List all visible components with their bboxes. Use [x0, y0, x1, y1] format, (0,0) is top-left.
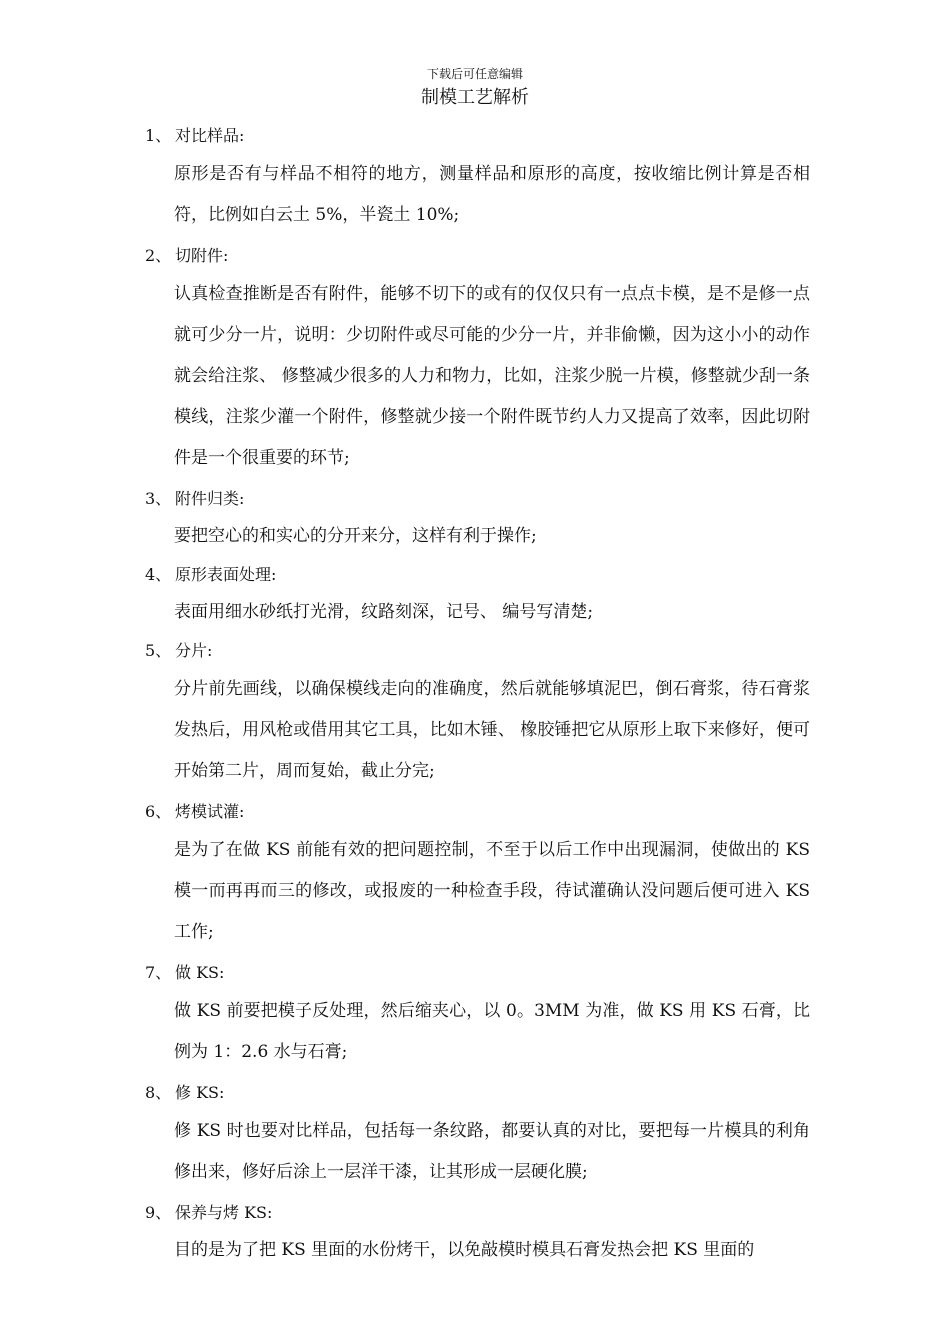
section-1 — [145, 119, 815, 236]
section-body: 修 KS 时也要对比样品，包括每一条纹路，都要认真的对比，要把每一片模具的利角修出来，修好后涂上一层洋干漆，让其形成一层硬化膜; — [174, 1121, 810, 1182]
section-heading — [145, 956, 815, 990]
section-heading-text: 做 KS: — [175, 963, 225, 982]
section-heading — [145, 634, 815, 668]
section-heading-text: 对比样品: — [175, 126, 245, 145]
section-body: 做 KS 前要把模子反处理，然后缩夹心，以 0。3MM 为准，做 KS 用 KS 石膏，比例为 1：2.6 水与石膏; — [174, 1001, 810, 1062]
section-number: 9、 — [145, 1203, 172, 1222]
section-heading-text: 切附件: — [175, 246, 229, 265]
section-heading — [145, 795, 815, 829]
section-heading-text: 原形表面处理: — [175, 565, 277, 584]
section-heading — [145, 558, 815, 592]
section-number: 5、 — [145, 641, 172, 660]
section-heading-text: 修 KS: — [175, 1083, 225, 1102]
section-4 — [145, 558, 815, 631]
section-body: 目的是为了把 KS 里面的水份烤干，以免敲模时模具石膏发热会把 KS 里面的 — [174, 1240, 755, 1260]
section-body: 原形是否有与样品不相符的地方，测量样品和原形的高度，按收缩比例计算是否相符，比例如白云土 5%，半瓷土 10%; — [174, 164, 810, 225]
section-7 — [145, 956, 815, 1073]
section-number: 3、 — [145, 489, 172, 508]
section-heading-text: 烤模试灌: — [175, 802, 245, 821]
section-9 — [145, 1196, 815, 1269]
section-heading — [145, 239, 815, 273]
section-5 — [145, 634, 815, 792]
section-3 — [145, 482, 815, 555]
section-list — [145, 119, 815, 1272]
header-note: 下载后可任意编辑 — [426, 67, 523, 81]
section-number: 2、 — [145, 246, 172, 265]
section-heading — [145, 1196, 815, 1230]
section-body: 是为了在做 KS 前能有效的把问题控制，不至于以后工作中出现漏洞，使做出的 KS 模一而再再而三的修改，或报废的一种检查手段，待试灌确认没问题后便可进入 KS 工作; — [174, 840, 810, 942]
section-number: 1、 — [145, 126, 172, 145]
section-number: 4、 — [145, 565, 172, 584]
section-body: 认真检查推断是否有附件，能够不切下的或有的仅仅只有一点点卡模，是不是修一点就可少分一片，说明：少切附件或尽可能的少分一片，并非偷懒，因为这小小的动作就会给注浆、 修整减少很多的人力和物力，比如，注浆少脱一片模，修整就少刮一条模线，注浆少灌一个附件，修整就少接一个附件既节约人力又提高了效率，因此切附件是一个很重要的环节; — [174, 284, 810, 468]
section-heading — [145, 1076, 815, 1110]
section-body: 分片前先画线，以确保模线走向的准确度，然后就能够填泥巴，倒石膏浆，待石膏浆发热后，用风枪或借用其它工具，比如木锤、 橡胶锤把它从原形上取下来修好，便可开始第二片，周而复始，截止分完; — [174, 679, 810, 781]
section-body: 要把空心的和实心的分开来分，这样有利于操作; — [174, 526, 537, 546]
section-number: 8、 — [145, 1083, 172, 1102]
section-8 — [145, 1076, 815, 1193]
section-heading-text: 附件归类: — [175, 489, 245, 508]
section-heading — [145, 482, 815, 516]
section-heading-text: 保养与烤 KS: — [175, 1203, 273, 1222]
section-6 — [145, 795, 815, 953]
section-body: 表面用细水砂纸打光滑，纹路刻深，记号、 编号写清楚; — [174, 602, 594, 622]
section-number: 7、 — [145, 963, 172, 982]
section-number: 6、 — [145, 802, 172, 821]
document-title: 制模工艺解析 — [421, 87, 529, 108]
section-2 — [145, 239, 815, 479]
section-heading — [145, 119, 815, 153]
section-heading-text: 分片: — [175, 641, 213, 660]
